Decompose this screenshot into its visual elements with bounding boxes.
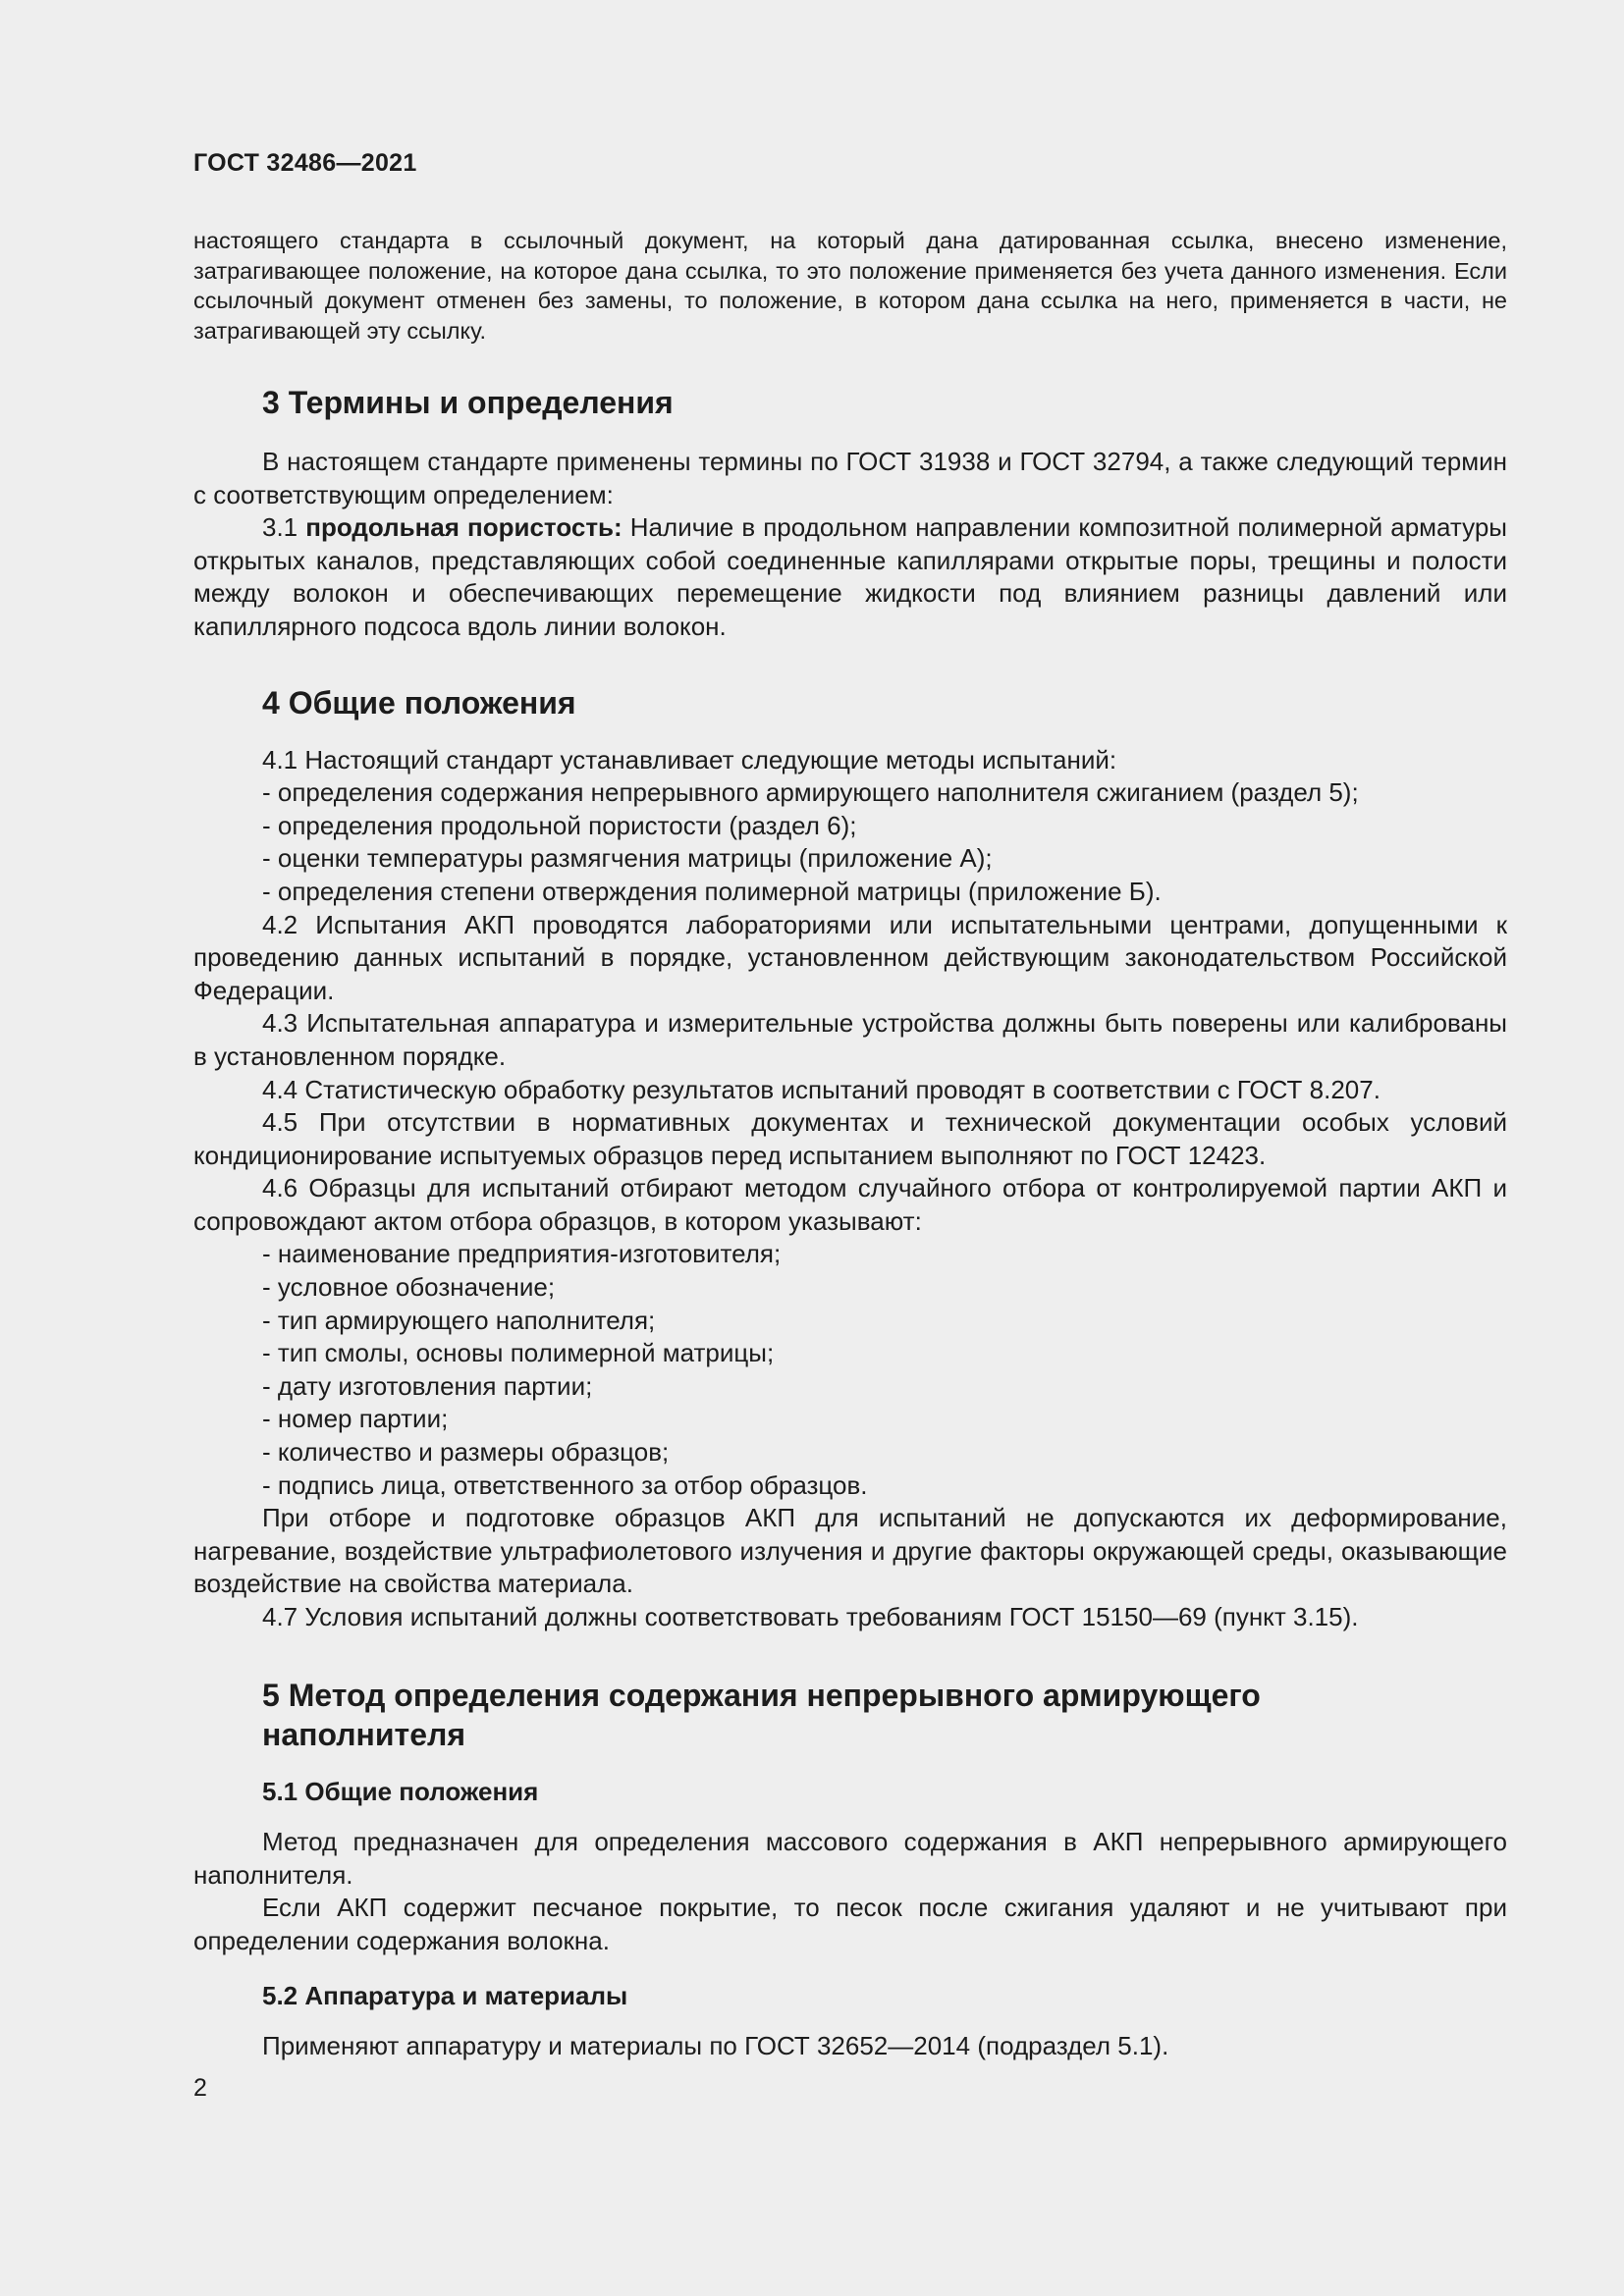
clause-4-3: 4.3 Испытательная аппаратура и измерительные устройства должны быть поверены или калиброваны в установленном порядке.	[193, 1008, 1507, 1071]
clause-4-7: 4.7 Условия испытаний должны соответствовать требованиям ГОСТ 15150—69 (пункт 3.15).	[262, 1602, 1359, 1631]
intro-paragraph: настоящего стандарта в ссылочный документ, на который дана датированная ссылка, внесено изменение, затрагивающее положение, на которое дана ссылка, то это положение применяется без учета данного изменения. Если ссылочный документ отменен без замены, то положение, в котором дана ссылка на него, применяется в части, не затрагивающей эту ссылку.	[193, 228, 1507, 344]
subsection-5-2-paragraph: Применяют аппаратуру и материалы по ГОСТ 32652—2014 (подраздел 5.1).	[262, 2031, 1169, 2061]
clause-4-2: 4.2 Испытания АКП проводятся лабораториями или испытательными центрами, допущенными к проведению данных испытаний в порядке, установленном действующим законодательством Российской Федерации.	[193, 909, 1507, 1005]
term-number: 3.1	[262, 512, 306, 543]
act-list-item: - тип смолы, основы полимерной матрицы;	[262, 1338, 775, 1368]
page-number: 2	[193, 2074, 207, 2102]
term-3-1	[193, 511, 1507, 643]
term-definition: Наличие в продольном направлении композитной полимерной арматуры открытых каналов, представляющих собой соединенные капиллярами открытые поры, трещины и полости между волокон и обеспечивающих перемещение жидкости под влиянием разницы давлений или капиллярного подсоса вдоль линии волокон.	[193, 512, 1507, 641]
clause-4-4: 4.4 Статистическую обработку результатов испытаний проводят в соответствии с ГОСТ 8.207.	[262, 1074, 1380, 1104]
act-list-item: - подпись лица, ответственного за отбор образцов.	[262, 1469, 868, 1500]
subsection-5-2-title: 5.2 Аппаратура и материалы	[262, 1980, 628, 2010]
act-list-item: - тип армирующего наполнителя;	[262, 1305, 656, 1335]
document-body	[193, 383, 1507, 2063]
document-code-header: ГОСТ 32486—2021	[193, 149, 417, 177]
method-list-item: - оценки температуры размягчения матрицы (приложение А);	[262, 843, 993, 874]
section-3-paragraph: В настоящем стандарте применены термины по ГОСТ 31938 и ГОСТ 32794, а также следующий термин с соответствующим определением:	[193, 447, 1507, 509]
method-list-item: - определения продольной пористости (раздел 6);	[262, 810, 857, 840]
act-list-item: - номер партии;	[262, 1404, 449, 1434]
act-list-item: - дату изготовления партии;	[262, 1370, 593, 1401]
section-3-title: 3 Термины и определения	[262, 385, 674, 420]
term-name: продольная пористость:	[305, 512, 623, 543]
act-list-item: - наименование предприятия-изготовителя;	[262, 1239, 782, 1269]
subsection-5-1-paragraph: Если АКП содержит песчаное покрытие, то песок после сжигания удаляют и не учитывают при определении содержания волокна.	[193, 1893, 1507, 1955]
section-4-title: 4 Общие положения	[262, 684, 576, 721]
clause-4-6: 4.6 Образцы для испытаний отбирают методом случайного отбора от контролируемой партии АКП и сопровождают актом отбора образцов, в котором указывают:	[193, 1173, 1507, 1236]
method-list-item: - определения степени отверждения полимерной матрицы (приложение Б).	[262, 876, 1162, 906]
act-list-item: - условное обозначение;	[262, 1272, 556, 1303]
clause-4-6-note: При отборе и подготовке образцов АКП для испытаний не допускаются их деформирование, нагревание, воздействие ультрафиолетового излучения и другие факторы окружающей среды, оказывающие воздействие на свойства материала.	[193, 1503, 1507, 1599]
clause-4-1: 4.1 Настоящий стандарт устанавливает следующие методы испытаний:	[262, 744, 1117, 774]
clause-4-5: 4.5 При отсутствии в нормативных документах и технической документации особых условий кондиционирование испытуемых образцов перед испытанием выполняют по ГОСТ 12423.	[193, 1107, 1507, 1170]
method-list-item: - определения содержания непрерывного армирующего наполнителя сжиганием (раздел 5);	[262, 777, 1359, 808]
subsection-5-1-title: 5.1 Общие положения	[262, 1776, 539, 1806]
act-list-item: - количество и размеры образцов;	[262, 1437, 670, 1468]
subsection-5-1-paragraph: Метод предназначен для определения массового содержания в АКП непрерывного армирующего наполнителя.	[193, 1827, 1507, 1890]
section-5-title: 5 Метод определения содержания непрерывного армирующего наполнителя	[262, 1677, 1261, 1752]
